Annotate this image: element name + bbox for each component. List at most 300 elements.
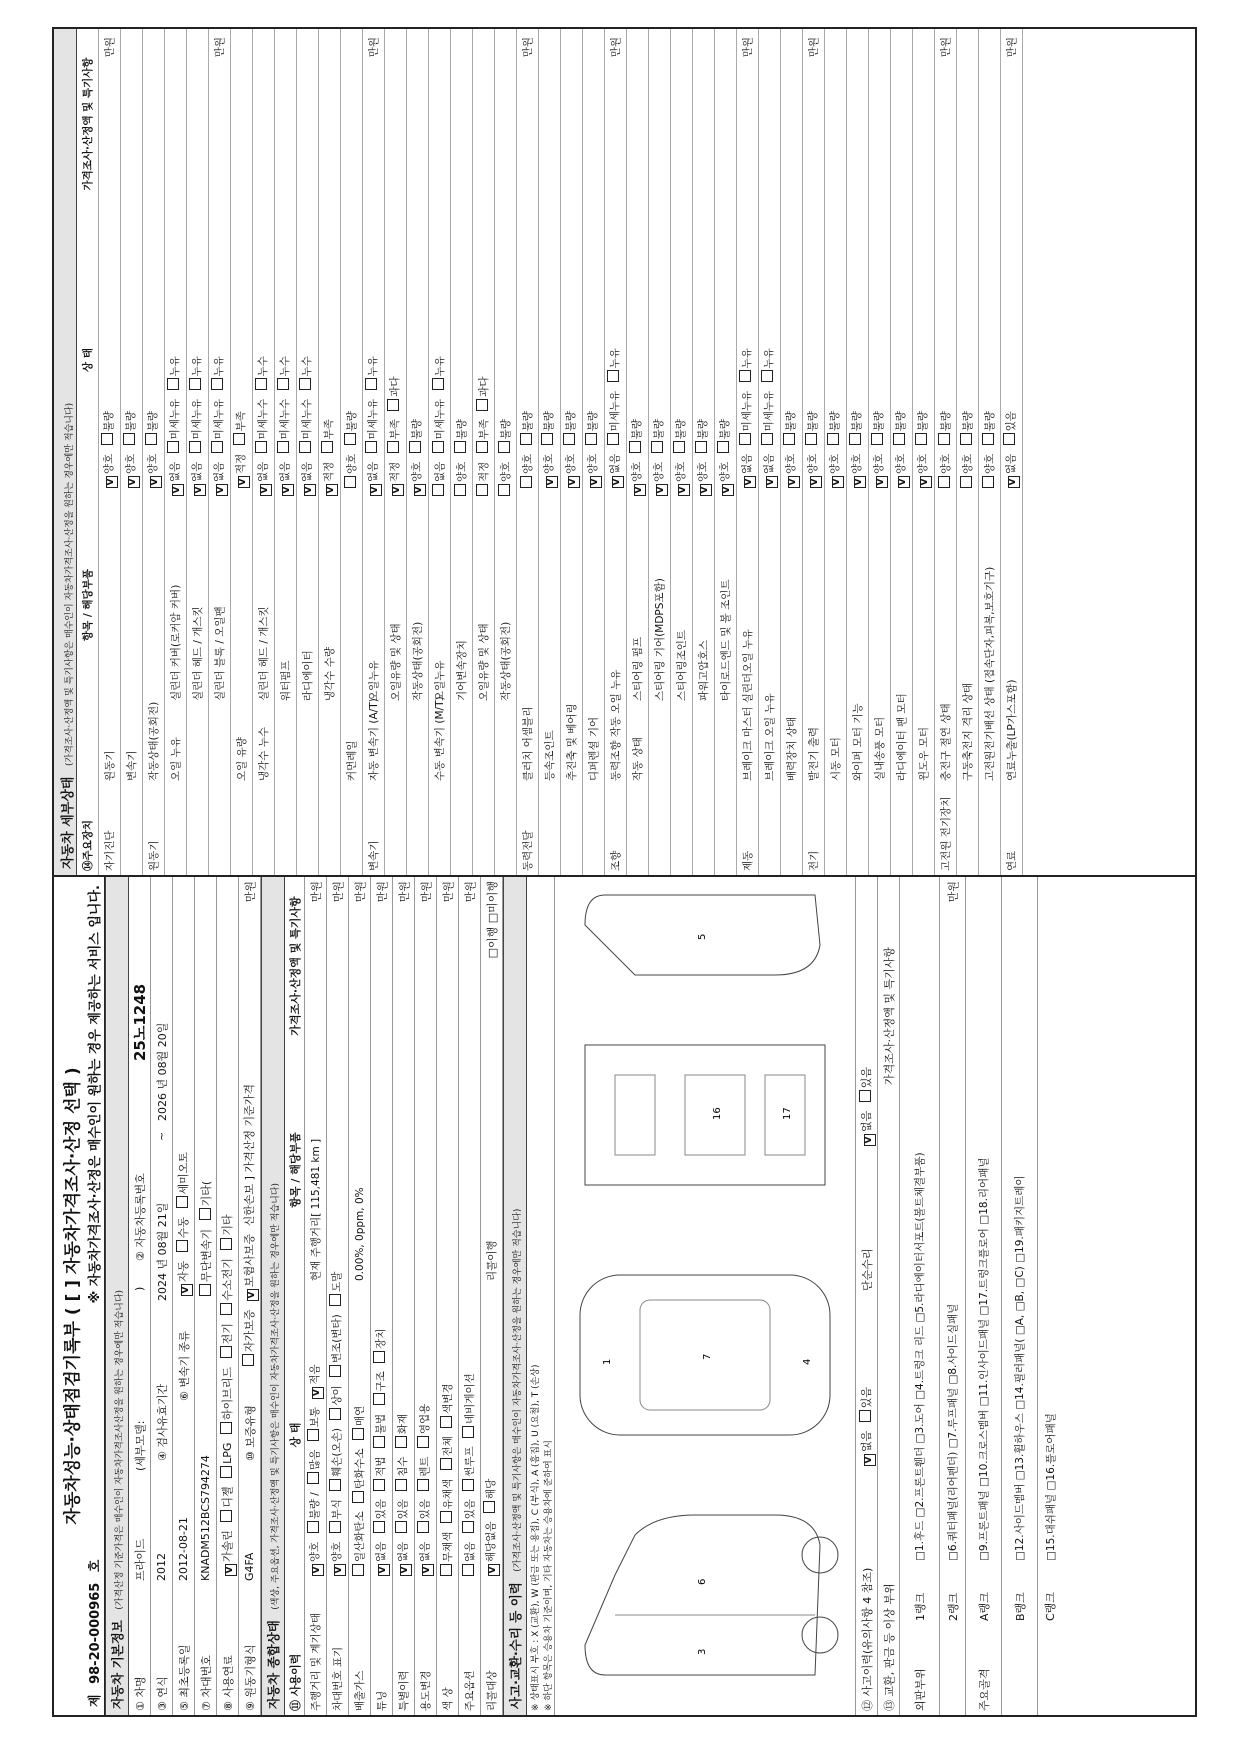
detail-state-option-label: 양호 bbox=[653, 458, 665, 482]
car-side-view-diagram bbox=[575, 1495, 835, 1695]
detail-state-checkbox[interactable] bbox=[106, 476, 118, 488]
warranty-self-checkbox[interactable] bbox=[242, 1354, 254, 1366]
detail-state bbox=[432, 215, 447, 505]
detail-rows bbox=[99, 29, 1023, 875]
detail-row bbox=[517, 29, 539, 875]
detail-state-checkbox[interactable] bbox=[255, 441, 267, 453]
summary-row bbox=[459, 877, 481, 1715]
summary-state-checkbox[interactable] bbox=[329, 1408, 341, 1420]
detail-sub-item: 윈도우 모터 bbox=[918, 726, 930, 781]
gear-manual-checkbox[interactable] bbox=[176, 1240, 188, 1252]
detail-row bbox=[627, 29, 649, 875]
accident-none-checkbox[interactable] bbox=[864, 1454, 876, 1466]
car-type-note: ※ 하단 항목은 승용차 기준이며, 기타 자동차는 승용차에 준하여 표시 bbox=[544, 1440, 554, 1711]
summary-row bbox=[393, 877, 415, 1715]
detail-state-checkbox[interactable] bbox=[414, 484, 426, 496]
detail-state-option-label: 미세누유 bbox=[434, 395, 446, 440]
year-row: ③ 연식 2012 ④ 검사유효기간 2024 년 08월 21일 ~ 2026 년 08월 20일 bbox=[151, 877, 173, 1715]
detail-state-option-label: 누수 bbox=[301, 356, 313, 377]
summary-state-checkbox[interactable] bbox=[373, 1479, 385, 1491]
summary-state-option-label: 무채색 bbox=[442, 1528, 454, 1562]
first-reg: 2012-08-21 bbox=[177, 1517, 190, 1581]
summary-state-checkbox[interactable] bbox=[312, 1564, 324, 1576]
detail-state-checkbox[interactable] bbox=[1008, 476, 1020, 488]
detail-state-option-label: 없음 bbox=[609, 450, 621, 474]
detail-state-checkbox[interactable] bbox=[476, 399, 488, 411]
detail-won: 만원 bbox=[742, 37, 754, 58]
detail-state-checkbox[interactable] bbox=[717, 441, 729, 453]
rankA-row bbox=[966, 877, 1002, 1715]
detail-state-checkbox[interactable] bbox=[432, 441, 444, 453]
detail-state-checkbox[interactable] bbox=[255, 378, 267, 390]
detail-state-checkbox[interactable] bbox=[277, 378, 289, 390]
summary-state-option-label: 해당없음 bbox=[485, 1518, 497, 1562]
detail-state-option-label: 누유 bbox=[213, 356, 225, 377]
detail-state-checkbox[interactable] bbox=[321, 441, 333, 453]
detail-won: 만원 bbox=[808, 37, 820, 58]
detail-title: 자동차 세부상태 bbox=[61, 776, 76, 869]
summary-state-checkbox[interactable] bbox=[312, 1387, 324, 1399]
detail-state-checkbox[interactable] bbox=[783, 433, 795, 445]
detail-state-option-label: 불량 bbox=[522, 411, 534, 432]
detail-state-checkbox[interactable] bbox=[788, 476, 800, 488]
detail-state-checkbox[interactable] bbox=[607, 433, 619, 445]
fuel-hybrid-checkbox[interactable] bbox=[220, 1422, 232, 1434]
detail-state-checkbox[interactable] bbox=[392, 484, 404, 496]
fuel-label: ⑧ 사용연료 bbox=[221, 1655, 235, 1711]
detail-state-checkbox[interactable] bbox=[1003, 433, 1015, 445]
accident-header bbox=[503, 877, 527, 1715]
basic-info-title: 자동차 기본정보 bbox=[110, 1620, 125, 1709]
detail-row bbox=[803, 29, 825, 875]
detail-state-checkbox[interactable] bbox=[454, 441, 466, 453]
detail-device: 조향 bbox=[610, 850, 622, 871]
detail-state-checkbox[interactable] bbox=[938, 476, 950, 488]
note-row bbox=[541, 877, 555, 1715]
detail-device: 제동 bbox=[742, 850, 754, 871]
detail-state-checkbox[interactable] bbox=[432, 378, 444, 390]
detail-state bbox=[299, 215, 316, 505]
detail-state-checkbox[interactable] bbox=[744, 476, 756, 488]
detail-state-checkbox[interactable] bbox=[304, 484, 316, 496]
detail-state-option-label: 과다 bbox=[389, 376, 401, 397]
inspect-to: 2026 년 08월 20일 bbox=[155, 1022, 169, 1121]
detail-state-option-label: 적정 bbox=[389, 458, 401, 482]
detail-state-checkbox[interactable] bbox=[920, 476, 932, 488]
detail-state-checkbox[interactable] bbox=[211, 441, 223, 453]
summary-state-option-label: 없음 bbox=[464, 1538, 476, 1562]
summary-state-checkbox[interactable] bbox=[352, 1428, 364, 1440]
detail-state-checkbox[interactable] bbox=[871, 433, 883, 445]
detail-state-checkbox[interactable] bbox=[167, 378, 179, 390]
summary-state-checkbox[interactable] bbox=[440, 1511, 452, 1523]
detail-sub-item: 연료누출(LP가스포함) bbox=[1006, 679, 1018, 781]
detail-note: (가격조사·산정액 및 특기사항은 매수인이 자동차가격조사·산정을 원하는 경우에만 적습니다) bbox=[65, 402, 75, 767]
detail-state-option-label: 양호 bbox=[675, 458, 687, 482]
detail-state-checkbox[interactable] bbox=[876, 476, 888, 488]
rank2-row bbox=[940, 877, 966, 1715]
detail-state-checkbox[interactable] bbox=[612, 476, 624, 488]
summary-state-checkbox[interactable] bbox=[373, 1521, 385, 1533]
detail-state-checkbox[interactable] bbox=[344, 476, 356, 488]
detail-state-option-label: 불량 bbox=[785, 411, 797, 432]
part-num-6: 6 bbox=[697, 1578, 708, 1585]
summary-part: 0.00%, 0ppm, 0% bbox=[353, 1187, 366, 1281]
fuel-electric-checkbox[interactable] bbox=[220, 1346, 232, 1358]
summary-state-checkbox[interactable] bbox=[488, 1564, 500, 1576]
summary-part: 리콜이행 bbox=[486, 1240, 498, 1281]
detail-state-checkbox[interactable] bbox=[260, 484, 272, 496]
detail-state-checkbox[interactable] bbox=[982, 476, 994, 488]
detail-state-option-label: 미세누유 bbox=[169, 395, 181, 440]
detail-state-checkbox[interactable] bbox=[739, 370, 751, 382]
detail-state-checkbox[interactable] bbox=[700, 484, 712, 496]
detail-state-checkbox[interactable] bbox=[365, 378, 377, 390]
detail-state-option-label: 누수 bbox=[279, 356, 291, 377]
detail-row bbox=[715, 29, 737, 875]
summary-state-checkbox[interactable] bbox=[462, 1564, 474, 1576]
summary-state bbox=[417, 1285, 434, 1585]
part-num-1: 1 bbox=[602, 1358, 613, 1365]
detail-state-checkbox[interactable] bbox=[344, 433, 356, 445]
detail-state-checkbox[interactable] bbox=[498, 484, 510, 496]
detail-state-checkbox[interactable] bbox=[520, 476, 532, 488]
detail-state-option-label: 누유 bbox=[609, 348, 621, 369]
summary-state-checkbox[interactable] bbox=[307, 1429, 319, 1441]
detail-state-checkbox[interactable] bbox=[238, 476, 250, 488]
summary-state-checkbox[interactable] bbox=[373, 1394, 385, 1406]
summary-state-checkbox[interactable] bbox=[440, 1564, 452, 1576]
summary-state-option-label: 적음 bbox=[309, 1364, 321, 1385]
basic-info-header bbox=[105, 877, 129, 1715]
detail-row bbox=[979, 29, 1001, 875]
detail-state-option-label: 불량 bbox=[719, 419, 731, 440]
detail-state-checkbox[interactable] bbox=[128, 476, 140, 488]
detail-state-checkbox[interactable] bbox=[216, 484, 228, 496]
detail-state-checkbox[interactable] bbox=[634, 484, 646, 496]
summary-state-checkbox[interactable] bbox=[422, 1564, 434, 1576]
detail-state-checkbox[interactable] bbox=[546, 476, 558, 488]
summary-won: 만원 bbox=[419, 881, 433, 903]
detail-state-checkbox[interactable] bbox=[145, 433, 157, 445]
detail-state-checkbox[interactable] bbox=[695, 441, 707, 453]
detail-state-checkbox[interactable] bbox=[982, 433, 994, 445]
detail-state-checkbox[interactable] bbox=[454, 484, 466, 496]
summary-row bbox=[481, 877, 503, 1715]
detail-state-checkbox[interactable] bbox=[167, 441, 179, 453]
detail-state-option-label: 부족 bbox=[389, 415, 401, 440]
detail-state-checkbox[interactable] bbox=[189, 441, 201, 453]
summary-state-option-label: 침수 bbox=[397, 1453, 409, 1477]
year-label: ③ 연식 bbox=[155, 1676, 169, 1711]
repair-none-checkbox[interactable] bbox=[864, 1134, 876, 1146]
detail-state-checkbox[interactable] bbox=[590, 476, 602, 488]
gear-options-2: 무단변속기 기타( bbox=[198, 1177, 214, 1305]
summary-state-option-label: 있음 bbox=[375, 1495, 387, 1520]
document-title: 자동차성능·상태점검기록부 ( [ ] 자동차가격조사·산정 선택 ) bbox=[63, 1067, 83, 1525]
detail-state-checkbox[interactable] bbox=[585, 433, 597, 445]
summary-state-checkbox[interactable] bbox=[395, 1479, 407, 1491]
detail-row bbox=[649, 29, 671, 875]
summary-state-option-label: 있음 bbox=[464, 1495, 476, 1520]
detail-state-option-label: 양호 bbox=[940, 450, 952, 474]
rankC-label: C랭크 bbox=[1044, 1592, 1057, 1621]
summary-state-checkbox[interactable] bbox=[352, 1564, 364, 1576]
detail-state-checkbox[interactable] bbox=[498, 441, 510, 453]
detail-state-checkbox[interactable] bbox=[409, 441, 421, 453]
detail-state-option-label: 양호 bbox=[917, 450, 929, 474]
summary-state-option-label: 적법 bbox=[375, 1453, 387, 1477]
rankA-parts: □9.프론트패널 □10.크로스멤버 □11.인사이드패널 □17.트렁크플로어 □18.리어패널 bbox=[978, 1157, 990, 1561]
car-name: 프라이드 bbox=[133, 1538, 147, 1581]
detail-state-checkbox[interactable] bbox=[678, 484, 690, 496]
detail-state-checkbox[interactable] bbox=[365, 441, 377, 453]
detail-state-checkbox[interactable] bbox=[673, 441, 685, 453]
summary-won: 만원 bbox=[463, 881, 477, 903]
fuel-etc-checkbox[interactable] bbox=[220, 1238, 232, 1250]
detail-state-checkbox[interactable] bbox=[387, 441, 399, 453]
summary-state-checkbox[interactable] bbox=[483, 1501, 495, 1513]
detail-sub-item: 추진축 및 베어링 bbox=[566, 703, 578, 781]
detail-state-checkbox[interactable] bbox=[607, 370, 619, 382]
summary-state-checkbox[interactable] bbox=[400, 1564, 412, 1576]
detail-state bbox=[255, 215, 272, 505]
detail-sub-item: 고전원전기배선 상태 (접속단자,피복,보호기구) bbox=[984, 566, 996, 781]
detail-state-checkbox[interactable] bbox=[282, 484, 294, 496]
detail-sub-item: 와이퍼 모터 기능 bbox=[852, 703, 864, 781]
detail-row bbox=[583, 29, 605, 875]
detail-row bbox=[539, 29, 561, 875]
detail-state-checkbox[interactable] bbox=[568, 476, 580, 488]
detail-state bbox=[695, 215, 712, 505]
summary-won: 만원 bbox=[353, 881, 367, 903]
detail-sub-item: 충전구 절연 상태 bbox=[940, 703, 952, 781]
detail-state-checkbox[interactable] bbox=[299, 441, 311, 453]
detail-state-checkbox[interactable] bbox=[651, 441, 663, 453]
fuel-diesel-checkbox[interactable] bbox=[220, 1510, 232, 1522]
detail-state bbox=[277, 215, 294, 505]
part-num-16: 16 bbox=[712, 1107, 723, 1120]
detail-sub-item: 커먼레일 bbox=[346, 740, 358, 781]
detail-state-checkbox[interactable] bbox=[194, 484, 206, 496]
detail-state-option-label: 양호 bbox=[895, 450, 907, 474]
detail-state bbox=[365, 215, 382, 505]
fuel-lpg-checkbox[interactable] bbox=[220, 1466, 232, 1478]
detail-state-checkbox[interactable] bbox=[938, 433, 950, 445]
summary-state-option-label: 상이 bbox=[331, 1382, 343, 1406]
warranty-options: 자가보증 V보험사보증 신한손보 ] 가격산정 기준가격 bbox=[241, 945, 259, 1375]
detail-state-checkbox[interactable] bbox=[541, 433, 553, 445]
detail-state-option-label: 양호 bbox=[500, 458, 512, 482]
rankA-label: A랭크 bbox=[977, 1592, 991, 1621]
doc-number-row bbox=[82, 877, 105, 1715]
gear-options: V자동 수동 세미오토 bbox=[175, 1148, 193, 1305]
gear-etc-checkbox[interactable] bbox=[199, 1208, 211, 1220]
detail-state-option-label: 양호 bbox=[807, 450, 819, 474]
detail-state-checkbox[interactable] bbox=[960, 433, 972, 445]
detail-state-checkbox[interactable] bbox=[805, 433, 817, 445]
rankB-row bbox=[1002, 877, 1038, 1715]
summary-state-option-label: 렌트 bbox=[419, 1453, 431, 1477]
detail-state-checkbox[interactable] bbox=[150, 476, 162, 488]
detail-state-checkbox[interactable] bbox=[761, 433, 773, 445]
engine-row bbox=[239, 877, 261, 1715]
detail-state bbox=[871, 207, 888, 497]
detail-state bbox=[123, 207, 140, 497]
detail-state-option-label: 누수 bbox=[257, 356, 269, 377]
summary-state-checkbox[interactable] bbox=[395, 1521, 407, 1533]
detail-state-checkbox[interactable] bbox=[915, 433, 927, 445]
summary-state-checkbox[interactable] bbox=[395, 1436, 407, 1448]
symbol-legend: ※ 상태표시 부호 : X (교환), W (판금 또는 용접), C (부식), A (흠집), U (요철), T (손상) bbox=[530, 1364, 541, 1711]
summary-state-option-label: 많음 bbox=[309, 1446, 321, 1470]
detail-part: 파워고압호스 bbox=[698, 640, 710, 701]
detail-state-option-label: 양호 bbox=[346, 450, 358, 474]
vin: KNADM512BCS794274 bbox=[199, 1455, 212, 1581]
detail-state bbox=[651, 215, 668, 505]
detail-state-checkbox[interactable] bbox=[761, 370, 773, 382]
detail-state-checkbox[interactable] bbox=[476, 484, 488, 496]
detail-state-checkbox[interactable] bbox=[476, 441, 488, 453]
summary-state-checkbox[interactable] bbox=[352, 1491, 364, 1503]
summary-note: (색상, 주요옵션, 가격조사·산정액 및 특기사항은 매수인이 자동차가격조사·산정을 원하는 경우에만 적습니다) bbox=[271, 1182, 281, 1610]
summary-state-checkbox[interactable] bbox=[307, 1521, 319, 1533]
detail-state-checkbox[interactable] bbox=[172, 484, 184, 496]
summary-row bbox=[327, 877, 349, 1715]
detail-state-checkbox[interactable] bbox=[849, 433, 861, 445]
detail-state-option-label: 누유 bbox=[169, 356, 181, 377]
summary-item-label: 용도변경 bbox=[420, 1670, 432, 1711]
detail-state-checkbox[interactable] bbox=[277, 441, 289, 453]
detail-state-checkbox[interactable] bbox=[520, 433, 532, 445]
summary-item-label: 배출가스 bbox=[354, 1670, 366, 1711]
fuel-hydrogen-checkbox[interactable] bbox=[220, 1303, 232, 1315]
summary-state-option-label: 썬루프 bbox=[464, 1442, 476, 1477]
detail-row bbox=[231, 29, 253, 875]
detail-state-option-label: 없음 bbox=[301, 458, 313, 482]
detail-state-checkbox[interactable] bbox=[211, 378, 223, 390]
detail-state-checkbox[interactable] bbox=[854, 476, 866, 488]
detail-state-checkbox[interactable] bbox=[960, 476, 972, 488]
summary-state-checkbox[interactable] bbox=[417, 1479, 429, 1491]
detail-row bbox=[297, 29, 319, 875]
summary-state-checkbox[interactable] bbox=[440, 1458, 452, 1470]
gear-cvt-checkbox[interactable] bbox=[199, 1284, 211, 1296]
detail-state-checkbox[interactable] bbox=[810, 476, 822, 488]
summary-state-checkbox[interactable] bbox=[329, 1479, 341, 1491]
summary-row bbox=[371, 877, 393, 1715]
detail-state bbox=[717, 215, 734, 505]
detail-state-option-label: 부족 bbox=[478, 415, 490, 440]
detail-state bbox=[145, 207, 162, 497]
summary-state-checkbox[interactable] bbox=[440, 1416, 452, 1428]
summary-state-checkbox[interactable] bbox=[373, 1436, 385, 1448]
frame-label: 주요골격 bbox=[977, 1668, 991, 1711]
detail-row bbox=[737, 29, 759, 875]
detail-state-checkbox[interactable] bbox=[432, 484, 444, 496]
detail-state-checkbox[interactable] bbox=[766, 476, 778, 488]
summary-state-checkbox[interactable] bbox=[373, 1351, 385, 1363]
repair-exists-checkbox[interactable] bbox=[859, 1090, 871, 1102]
detail-state-checkbox[interactable] bbox=[563, 433, 575, 445]
detail-row bbox=[957, 29, 979, 875]
detail-row bbox=[143, 29, 165, 875]
detail-state-checkbox[interactable] bbox=[387, 399, 399, 411]
summary-state-checkbox[interactable] bbox=[307, 1472, 319, 1484]
gear-auto-checkbox[interactable] bbox=[181, 1284, 193, 1296]
fuel-row bbox=[217, 877, 239, 1715]
summary-state-checkbox[interactable] bbox=[329, 1521, 341, 1533]
summary-state-checkbox[interactable] bbox=[329, 1294, 341, 1306]
detail-state-checkbox[interactable] bbox=[893, 433, 905, 445]
detail-state-checkbox[interactable] bbox=[370, 484, 382, 496]
detail-state-checkbox[interactable] bbox=[898, 476, 910, 488]
detail-state-option-label: 누유 bbox=[434, 356, 446, 377]
summary-state-checkbox[interactable] bbox=[329, 1365, 341, 1377]
detail-state bbox=[607, 207, 624, 497]
summary-state-checkbox[interactable] bbox=[462, 1521, 474, 1533]
car-frame-diagram bbox=[575, 1015, 835, 1215]
detail-row bbox=[253, 29, 275, 875]
summary-state-checkbox[interactable] bbox=[417, 1436, 429, 1448]
detail-state-option-label: 미세누유 bbox=[213, 395, 225, 440]
detail-state-checkbox[interactable] bbox=[722, 484, 734, 496]
warranty-insurance-checkbox[interactable] bbox=[247, 1289, 259, 1301]
gear-semi-checkbox[interactable] bbox=[176, 1196, 188, 1208]
summary-title: 자동차 종합상태 bbox=[266, 1620, 281, 1709]
detail-state-checkbox[interactable] bbox=[189, 378, 201, 390]
detail-state-checkbox[interactable] bbox=[629, 441, 641, 453]
detail-state-checkbox[interactable] bbox=[827, 433, 839, 445]
detail-row bbox=[869, 29, 891, 875]
fuel-gasoline-checkbox[interactable] bbox=[225, 1564, 237, 1576]
detail-sub-item: 등속조인트 bbox=[544, 730, 556, 781]
summary-state-checkbox[interactable] bbox=[334, 1564, 346, 1576]
detail-state-checkbox[interactable] bbox=[739, 433, 751, 445]
summary-state-checkbox[interactable] bbox=[462, 1426, 474, 1438]
detail-state-option-label: 불량 bbox=[962, 411, 974, 432]
exchange-price-note: 가격조사·산정액 및 특기사항 bbox=[882, 947, 896, 1086]
detail-device: 변속기 bbox=[368, 840, 380, 871]
detail-state-checkbox[interactable] bbox=[123, 433, 135, 445]
summary-item-label: 색 상 bbox=[442, 1687, 454, 1711]
detail-state-checkbox[interactable] bbox=[299, 378, 311, 390]
detail-state-checkbox[interactable] bbox=[326, 484, 338, 496]
detail-state-checkbox[interactable] bbox=[233, 433, 245, 445]
detail-state-option-label: 불량 bbox=[697, 419, 709, 440]
summary-state-checkbox[interactable] bbox=[417, 1521, 429, 1533]
detail-row bbox=[407, 29, 429, 875]
outer-label: 외판부위 bbox=[913, 1668, 927, 1711]
accident-exists-checkbox[interactable] bbox=[859, 1410, 871, 1422]
detail-won: 만원 bbox=[1006, 37, 1018, 58]
detail-row bbox=[825, 29, 847, 875]
detail-state bbox=[211, 215, 228, 505]
rankB-label: B랭크 bbox=[1013, 1592, 1027, 1621]
detail-row bbox=[121, 29, 143, 875]
summary-state-option-label: 불법 bbox=[375, 1410, 387, 1435]
summary-state-checkbox[interactable] bbox=[462, 1479, 474, 1491]
detail-state bbox=[563, 207, 580, 497]
year: 2012 bbox=[155, 1553, 168, 1581]
detail-state-option-label: 양호 bbox=[543, 450, 555, 474]
detail-state-checkbox[interactable] bbox=[832, 476, 844, 488]
detail-state-checkbox[interactable] bbox=[101, 433, 113, 445]
detail-state-option-label: 미세누유 bbox=[741, 387, 753, 432]
detail-state-option-label: 과다 bbox=[478, 376, 490, 397]
detail-state-checkbox[interactable] bbox=[656, 484, 668, 496]
summary-state-checkbox[interactable] bbox=[378, 1564, 390, 1576]
